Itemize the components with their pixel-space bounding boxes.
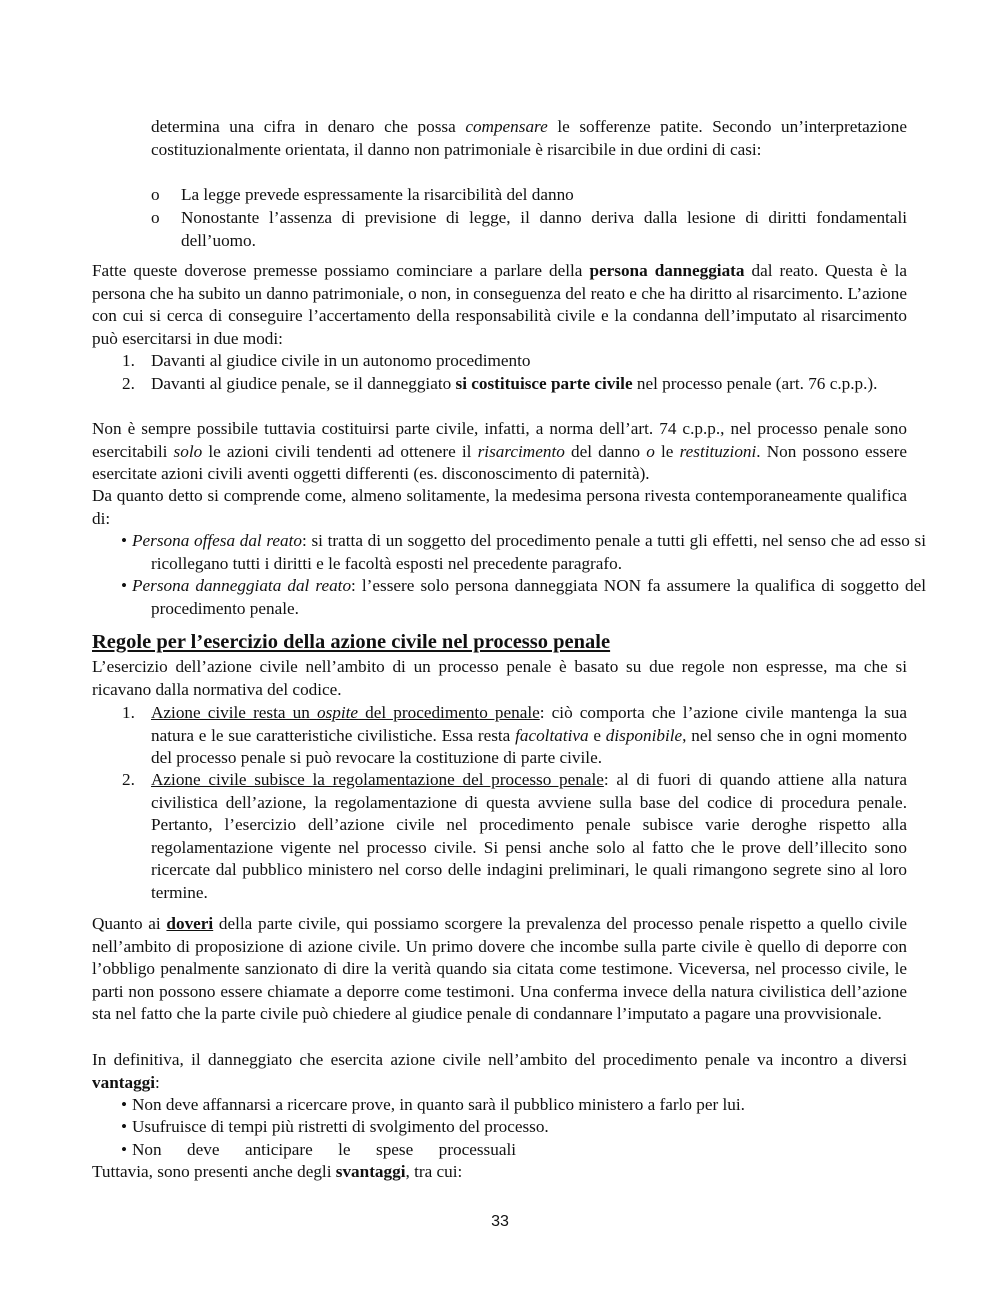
list-item: Azione civile resta un ospite del procedimento penale: ciò comporta che l’azione civile mantenga la sua natura e le sue caratteristiche civilistiche. Essa resta facoltativa e disponibile, nel senso che in ogni momento del processo penale si può revocare la costituzione di parte civile. (151, 703, 907, 767)
bullet-marker: • (121, 1095, 128, 1114)
sub-list-marker: o (151, 185, 160, 204)
list-item: Davanti al giudice civile in un autonomo procedimento (151, 351, 531, 370)
paragraph-qualifica: Da quanto detto si comprende come, almeno solitamente, la medesima persona rivesta contemporaneamente qualifica di: (92, 486, 907, 528)
bullet-marker: • (121, 1140, 128, 1159)
list-number: 1. (122, 351, 135, 370)
list-item: Azione civile subisce la regolamentazione del processo penale: al di fuori di quando attiene alla natura civilistica dell’azione, la regolamentazione di questa avviene sulla base del codice di procedura penale. Pertanto, l’esercizio dell’azione civile nel procedimento penale subisce varie deroghe rispetto alla regolamentazione vigente nel processo civile. Si pensi anche solo al fatto che le prove dell’illecito sono ricercate dal pubblico ministero nel corso delle indagini preliminari, le quali rimangono segrete sino al loro termine. (151, 770, 907, 902)
paragraph-art-74: Non è sempre possibile tuttavia costituirsi parte civile, infatti, a norma dell’art. 74 c.p.p., nel processo penale sono esercitabili solo le azioni civili tendenti ad ottenere il risarcimento del danno o le restituzioni. Non possono essere esercitate azioni civili aventi oggetti differenti (es. disconoscimento di paternità). (92, 419, 907, 483)
sub-list-item: Nonostante l’assenza di previsione di legge, il danno deriva dalla lesione di diritti fondamentali dell’uomo. (181, 208, 907, 250)
bullet-marker: • (121, 576, 128, 595)
bullet-item: Non deve anticipare le spese processuali (132, 1140, 516, 1159)
list-number: 1. (122, 703, 135, 722)
list-number: 2. (122, 770, 135, 789)
paragraph-vantaggi: In definitiva, il danneggiato che esercita azione civile nell’ambito del procedimento penale va incontro a diversi vantaggi: (92, 1050, 907, 1092)
paragraph-intro-regole: L’esercizio dell’azione civile nell’ambito di un processo penale è basato su due regole non espresse, ma che si ricavano dalla normativa del codice. (92, 657, 907, 699)
paragraph-doveri: Quanto ai doveri della parte civile, qui possiamo scorgere la prevalenza del processo penale rispetto a quello civile nell’ambito di proposizione di azione civile. Un primo dovere che incombe sulla parte civile è quello di deporre con l’obbligo penalmente sanzionato di dire la verità quando sia citata come testimone. Viceversa, nel processo civile, le parti non possono essere chiamate a deporre come testimoni. Una conferma invece della natura civilistica dell’azione sta nel fatto che la parte civile può chiedere al giudice penale di condannare l’imputato a pagare una provvisionale. (92, 914, 907, 1023)
bullet-item: Persona danneggiata dal reato: l’essere solo persona danneggiata NON fa assumere la qualifica di soggetto del procedimento penale. (132, 576, 926, 618)
bullet-item: Non deve affannarsi a ricercare prove, in quanto sarà il pubblico ministero a farlo per lui. (132, 1095, 745, 1114)
bullet-item: Usufruisce di tempi più ristretti di svolgimento del processo. (132, 1117, 549, 1136)
sub-list-marker: o (151, 208, 160, 227)
paragraph-danno-non-patrimoniale: determina una cifra in denaro che possa compensare le sofferenze patite. Secondo un’interpretazione costituzionalmente orientata, il danno non patrimoniale è risarcibile in due ordini di casi: (151, 117, 907, 159)
section-heading: Regole per l’esercizio della azione civile nel processo penale (92, 631, 611, 653)
bullet-marker: • (121, 531, 128, 550)
list-item: Davanti al giudice penale, se il danneggiato si costituisce parte civile nel processo penale (art. 76 c.p.p.). (151, 374, 878, 393)
paragraph-svantaggi: Tuttavia, sono presenti anche degli svantaggi, tra cui: (92, 1162, 463, 1181)
bullet-marker: • (121, 1117, 128, 1136)
sub-list-item: La legge prevede espressamente la risarcibilità del danno (181, 185, 574, 204)
paragraph-persona-danneggiata: Fatte queste doverose premesse possiamo cominciare a parlare della persona danneggiata dal reato. Questa è la persona che ha subito un danno patrimoniale, o non, in conseguenza del reato e che ha diritto al risarcimento. L’azione con cui si cerca di conseguire l’accertamento della responsabilità civile e la condanna dell’imputato al risarcimento può esercitarsi in due modi: (92, 261, 907, 348)
page-number: 33 (491, 1213, 509, 1230)
list-number: 2. (122, 374, 135, 393)
bullet-item: Persona offesa dal reato: si tratta di un soggetto del procedimento penale a tutti gli effetti, nel senso che ad esso si ricollegano tutti i diritti e le facoltà esposti nel precedente paragrafo. (132, 531, 926, 573)
